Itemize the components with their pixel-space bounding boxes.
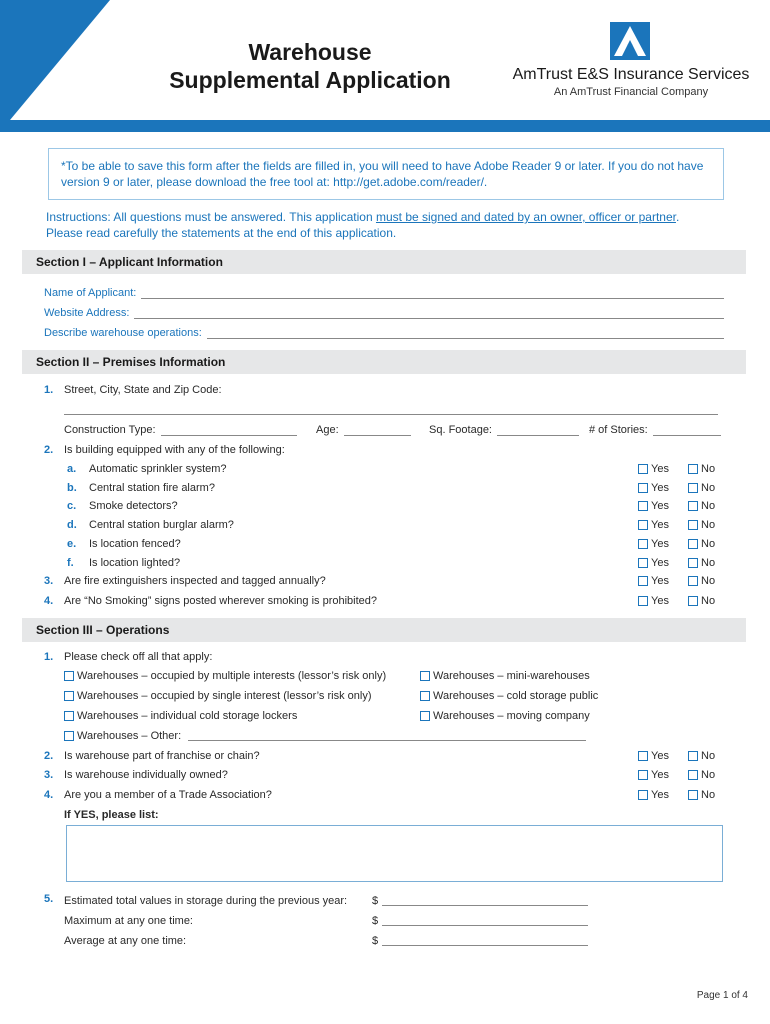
website-label: Website Address: — [44, 307, 130, 319]
option-mini-warehouses[interactable] — [420, 670, 590, 682]
option-checkbox[interactable] — [64, 731, 74, 741]
age-field[interactable] — [316, 424, 411, 436]
operations-field[interactable] — [44, 327, 724, 339]
section-2-header: Section II – Premises Information — [22, 350, 746, 374]
option-checkbox[interactable] — [64, 711, 74, 721]
estimated-values-label: Estimated total values in storage during the previous year: — [64, 895, 348, 907]
s3-q4-number: 4. — [44, 789, 54, 801]
header-accent-bar — [0, 120, 770, 132]
instructions-line2: Please read carefully the statements at the end of this application. — [46, 226, 397, 240]
yes-label: Yes — [651, 769, 669, 781]
yes-label: Yes — [651, 463, 669, 475]
subitem-letter: e. — [67, 538, 77, 550]
stories-label: # of Stories: — [589, 424, 648, 436]
sqft-input[interactable] — [497, 426, 579, 436]
yes-no-group — [638, 595, 715, 607]
subitem-letter: f. — [67, 557, 74, 569]
brand-name: AmTrust E&S Insurance Services — [512, 66, 750, 83]
yes-checkbox[interactable] — [638, 558, 648, 568]
no-checkbox[interactable] — [688, 770, 698, 780]
yes-no-group — [638, 789, 715, 801]
no-label: No — [701, 538, 716, 550]
yes-no-group — [638, 500, 715, 512]
yes-checkbox[interactable] — [638, 790, 648, 800]
yes-label: Yes — [651, 750, 669, 762]
no-label: No — [701, 595, 716, 607]
option-label: Warehouses – moving company — [433, 710, 590, 722]
yes-checkbox[interactable] — [638, 483, 648, 493]
s3-q3-text: Is warehouse individually owned? — [64, 769, 228, 781]
option-label: Warehouses – individual cold storage lockers — [77, 710, 298, 722]
s3-q4-text: Are you a member of a Trade Association? — [64, 789, 272, 801]
applicant-name-label: Name of Applicant: — [44, 287, 137, 299]
no-label: No — [701, 557, 716, 569]
yes-no-group — [638, 769, 715, 781]
option-checkbox[interactable] — [420, 711, 430, 721]
s2-q3-text: Are fire extinguishers inspected and tagged annually? — [64, 575, 326, 587]
yes-checkbox[interactable] — [638, 464, 648, 474]
no-label: No — [701, 789, 716, 801]
s2-q1-text: Street, City, State and Zip Code: — [64, 384, 222, 396]
option-other[interactable] — [64, 730, 181, 742]
s3-q2-text: Is warehouse part of franchise or chain? — [64, 750, 260, 762]
other-input[interactable] — [188, 740, 586, 741]
form-title — [130, 38, 490, 94]
yes-label: Yes — [651, 557, 669, 569]
yes-no-group — [638, 575, 715, 587]
no-checkbox[interactable] — [688, 751, 698, 761]
no-checkbox[interactable] — [688, 576, 698, 586]
instructions-label: Instructions: — [46, 210, 111, 224]
option-cold-storage-public[interactable] — [420, 690, 598, 702]
construction-input[interactable] — [161, 426, 297, 436]
s2-q4-text: Are “No Smoking” signs posted wherever smoking is prohibited? — [64, 595, 378, 607]
no-label: No — [701, 463, 716, 475]
section-1-header: Section I – Applicant Information — [22, 250, 746, 274]
yes-checkbox[interactable] — [638, 770, 648, 780]
address-input[interactable] — [64, 414, 718, 415]
s2-q3-number: 3. — [44, 575, 54, 587]
no-checkbox[interactable] — [688, 520, 698, 530]
s3-q1-number: 1. — [44, 651, 54, 663]
s2-q2-number: 2. — [44, 444, 54, 456]
s2-q2-text: Is building equipped with any of the following: — [64, 444, 285, 456]
yes-label: Yes — [651, 519, 669, 531]
yes-no-group — [638, 538, 715, 550]
applicant-name-field[interactable] — [44, 287, 724, 299]
yes-checkbox[interactable] — [638, 576, 648, 586]
trade-association-textarea[interactable] — [66, 825, 723, 882]
yes-no-group — [638, 557, 715, 569]
construction-field[interactable] — [64, 424, 297, 436]
header-accent-triangle — [0, 0, 110, 132]
sqft-label: Sq. Footage: — [429, 424, 492, 436]
yes-checkbox[interactable] — [638, 520, 648, 530]
subitem-letter: d. — [67, 519, 77, 531]
no-label: No — [701, 519, 716, 531]
stories-field[interactable] — [589, 424, 721, 436]
estimated-values-input[interactable] — [382, 905, 588, 906]
section-3-header: Section III – Operations — [22, 618, 746, 642]
no-label: No — [701, 750, 716, 762]
if-yes-label: If YES, please list: — [64, 809, 159, 821]
option-label: Warehouses – occupied by single interest (lessor’s risk only) — [77, 690, 372, 702]
yes-label: Yes — [651, 575, 669, 587]
option-single-interest[interactable] — [64, 690, 371, 702]
s3-q1-text: Please check off all that apply: — [64, 651, 213, 663]
no-checkbox[interactable] — [688, 464, 698, 474]
operations-input[interactable] — [207, 329, 724, 339]
no-checkbox[interactable] — [688, 790, 698, 800]
title-line-1: Warehouse — [248, 39, 372, 65]
subitem-text: Is location lighted? — [89, 557, 181, 569]
s3-q5-number: 5. — [44, 893, 54, 905]
maximum-label: Maximum at any one time: — [64, 915, 193, 927]
subitem-letter: a. — [67, 463, 77, 475]
subitem-letter: b. — [67, 482, 77, 494]
operations-label: Describe warehouse operations: — [44, 327, 202, 339]
average-label: Average at any one time: — [64, 935, 187, 947]
instructions — [46, 209, 736, 241]
s2-q1-number: 1. — [44, 384, 54, 396]
no-checkbox[interactable] — [688, 539, 698, 549]
no-checkbox[interactable] — [688, 558, 698, 568]
website-input[interactable] — [134, 309, 724, 319]
construction-label: Construction Type: — [64, 424, 156, 436]
dollar-sign: $ — [372, 895, 379, 907]
yes-no-group — [638, 482, 715, 494]
average-field[interactable] — [64, 933, 594, 947]
yes-checkbox[interactable] — [638, 539, 648, 549]
page-number: Page 1 of 4 — [696, 990, 748, 1001]
option-checkbox[interactable] — [420, 691, 430, 701]
dollar-sign: $ — [372, 935, 379, 947]
option-checkbox[interactable] — [420, 671, 430, 681]
instructions-text: All questions must be answered. This application — [113, 210, 373, 224]
subitem-letter: c. — [67, 500, 77, 512]
subitem-text: Is location fenced? — [89, 538, 181, 550]
option-moving-company[interactable] — [420, 710, 590, 722]
option-checkbox[interactable] — [64, 671, 74, 681]
subitem-text: Central station burglar alarm? — [89, 519, 234, 531]
yes-checkbox[interactable] — [638, 501, 648, 511]
no-checkbox[interactable] — [688, 596, 698, 606]
yes-no-group — [638, 519, 715, 531]
brand-subtitle: An AmTrust Financial Company — [553, 86, 709, 98]
instructions-signature-requirement: must be signed and dated by an owner, officer or partner — [375, 210, 676, 224]
age-label: Age: — [316, 424, 339, 436]
subitem-text: Smoke detectors? — [89, 500, 178, 512]
no-label: No — [701, 769, 716, 781]
s3-q2-number: 2. — [44, 750, 54, 762]
yes-no-group — [638, 750, 715, 762]
no-checkbox[interactable] — [688, 483, 698, 493]
yes-label: Yes — [651, 789, 669, 801]
adobe-notice: *To be able to save this form after the fields are filled in, you will need to have Adobe Reader 9 or later. If you do not have version 9 or later, please download the free tool at: http://get.adobe.com/reader/. — [48, 148, 724, 200]
title-line-2: Supplemental Application — [169, 67, 451, 93]
yes-checkbox[interactable] — [638, 751, 648, 761]
no-checkbox[interactable] — [688, 501, 698, 511]
no-label: No — [701, 500, 716, 512]
yes-label: Yes — [651, 595, 669, 607]
no-label: No — [701, 482, 716, 494]
s2-q4-number: 4. — [44, 595, 54, 607]
subitem-text: Central station fire alarm? — [89, 482, 215, 494]
maximum-field[interactable] — [64, 913, 594, 927]
yes-label: Yes — [651, 538, 669, 550]
maximum-input[interactable] — [382, 925, 588, 926]
no-label: No — [701, 575, 716, 587]
stories-input[interactable] — [653, 426, 721, 436]
option-label: Warehouses – cold storage public — [433, 690, 599, 702]
applicant-name-input[interactable] — [141, 289, 724, 299]
option-cold-storage-lockers[interactable] — [64, 710, 297, 722]
dollar-sign: $ — [372, 915, 379, 927]
amtrust-logo-icon — [610, 22, 650, 60]
sqft-field[interactable] — [429, 424, 579, 436]
option-multiple-interests[interactable] — [64, 670, 386, 682]
subitem-text: Automatic sprinkler system? — [89, 463, 227, 475]
option-label: Warehouses – occupied by multiple interests (lessor’s risk only) — [77, 670, 387, 682]
age-input[interactable] — [344, 426, 411, 436]
yes-label: Yes — [651, 500, 669, 512]
option-checkbox[interactable] — [64, 691, 74, 701]
instructions-period: . — [675, 210, 680, 224]
page-header — [0, 0, 770, 132]
option-label: Warehouses – mini-warehouses — [433, 670, 590, 682]
estimated-values-field[interactable] — [64, 893, 594, 907]
option-label: Warehouses – Other: — [77, 730, 182, 742]
website-field[interactable] — [44, 307, 724, 319]
yes-no-group — [638, 463, 715, 475]
yes-label: Yes — [651, 482, 669, 494]
s3-q3-number: 3. — [44, 769, 54, 781]
yes-checkbox[interactable] — [638, 596, 648, 606]
average-input[interactable] — [382, 945, 588, 946]
